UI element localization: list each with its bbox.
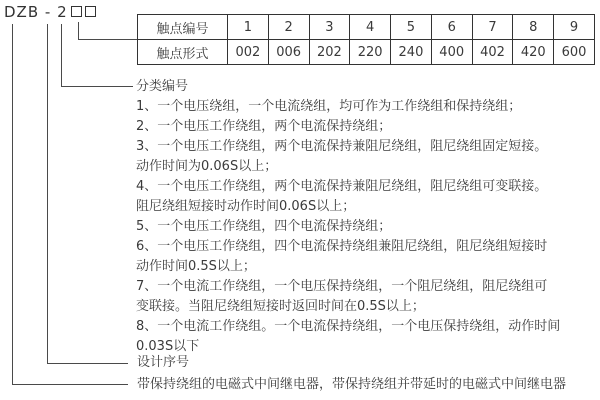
- contact-form-cell: 400: [431, 40, 472, 65]
- placeholder-box-icon: [71, 6, 82, 17]
- classification-line: 0.03S以下: [136, 339, 200, 354]
- classification-line: 1、一个电压绕组，一个电流绕组，均可作为工作绕组和保持绕组；: [136, 99, 522, 114]
- contact-number-cell: 6: [431, 15, 472, 40]
- contact-number-cell: 9: [554, 15, 595, 40]
- placeholder-box-icon: [85, 6, 96, 17]
- contact-number-cell: 5: [391, 15, 432, 40]
- contact-form-cell: 002: [228, 40, 269, 65]
- classification-line: 8、一个电流工作绕组。一个电流保持绕组，一个电压保持绕组，动作时间: [136, 319, 561, 334]
- contact-form-cell: 202: [309, 40, 350, 65]
- classification-title: 分类编号: [136, 79, 189, 94]
- model-code: [4, 3, 96, 21]
- connector-line-contact-table: [78, 22, 137, 40]
- classification-line: 变联接。当阻尼绕组短接时返回时间在0.5S以上；: [136, 299, 425, 314]
- classification-line: 6、一个电压工作绕组，四个电流保持绕组兼阻尼绕组，阻尼绕组短接时: [136, 239, 548, 254]
- contact-number-cell: 1: [228, 15, 269, 40]
- classification-line: 动作时间为0.06S以上；: [136, 159, 278, 174]
- contact-form-cell: 240: [391, 40, 432, 65]
- contact-number-cell: 3: [309, 15, 350, 40]
- contact-form-cell: 220: [350, 40, 391, 65]
- design-serial-label: 设计序号: [137, 355, 190, 370]
- contact-form-header: 触点形式: [138, 40, 228, 65]
- model-prefix: DZB - 2: [4, 3, 68, 21]
- table-row: [138, 40, 595, 65]
- contact-number-cell: 8: [513, 15, 554, 40]
- contact-form-cell: 006: [268, 40, 309, 65]
- relay-type-label: 带保持绕组的电磁式中间继电器，带保持绕组并带延时的电磁式中间继电器: [137, 377, 567, 392]
- classification-line: 阻尼绕组短接时动作时间0.06S以上；: [136, 199, 356, 214]
- contact-form-cell: 402: [472, 40, 513, 65]
- contact-number-cell: 7: [472, 15, 513, 40]
- classification-line: 2、一个电压工作绕组，两个电流保持绕组；: [136, 119, 392, 134]
- table-row: [138, 15, 595, 40]
- classification-block: [136, 77, 560, 357]
- contact-number-cell: 4: [350, 15, 391, 40]
- classification-line: 4、一个电压工作绕组，两个电流保持兼阻尼绕组，阻尼绕组可变联接。: [136, 179, 548, 194]
- classification-line: 3、一个电压工作绕组，两个电流保持兼阻尼绕组，阻尼绕组固定短接。: [136, 139, 548, 154]
- contact-number-cell: 2: [268, 15, 309, 40]
- classification-line: 动作时间0.5S以上；: [136, 259, 256, 274]
- contact-table: [137, 14, 595, 65]
- contact-number-header: 触点编号: [138, 15, 228, 40]
- classification-line: 7、一个电流工作绕组，一个电压保持绕组，一个阻尼绕组，阻尼绕组可: [136, 279, 548, 294]
- contact-form-cell: 600: [554, 40, 595, 65]
- contact-form-cell: 420: [513, 40, 554, 65]
- classification-line: 5、一个电压工作绕组，四个电流保持绕组；: [136, 219, 392, 234]
